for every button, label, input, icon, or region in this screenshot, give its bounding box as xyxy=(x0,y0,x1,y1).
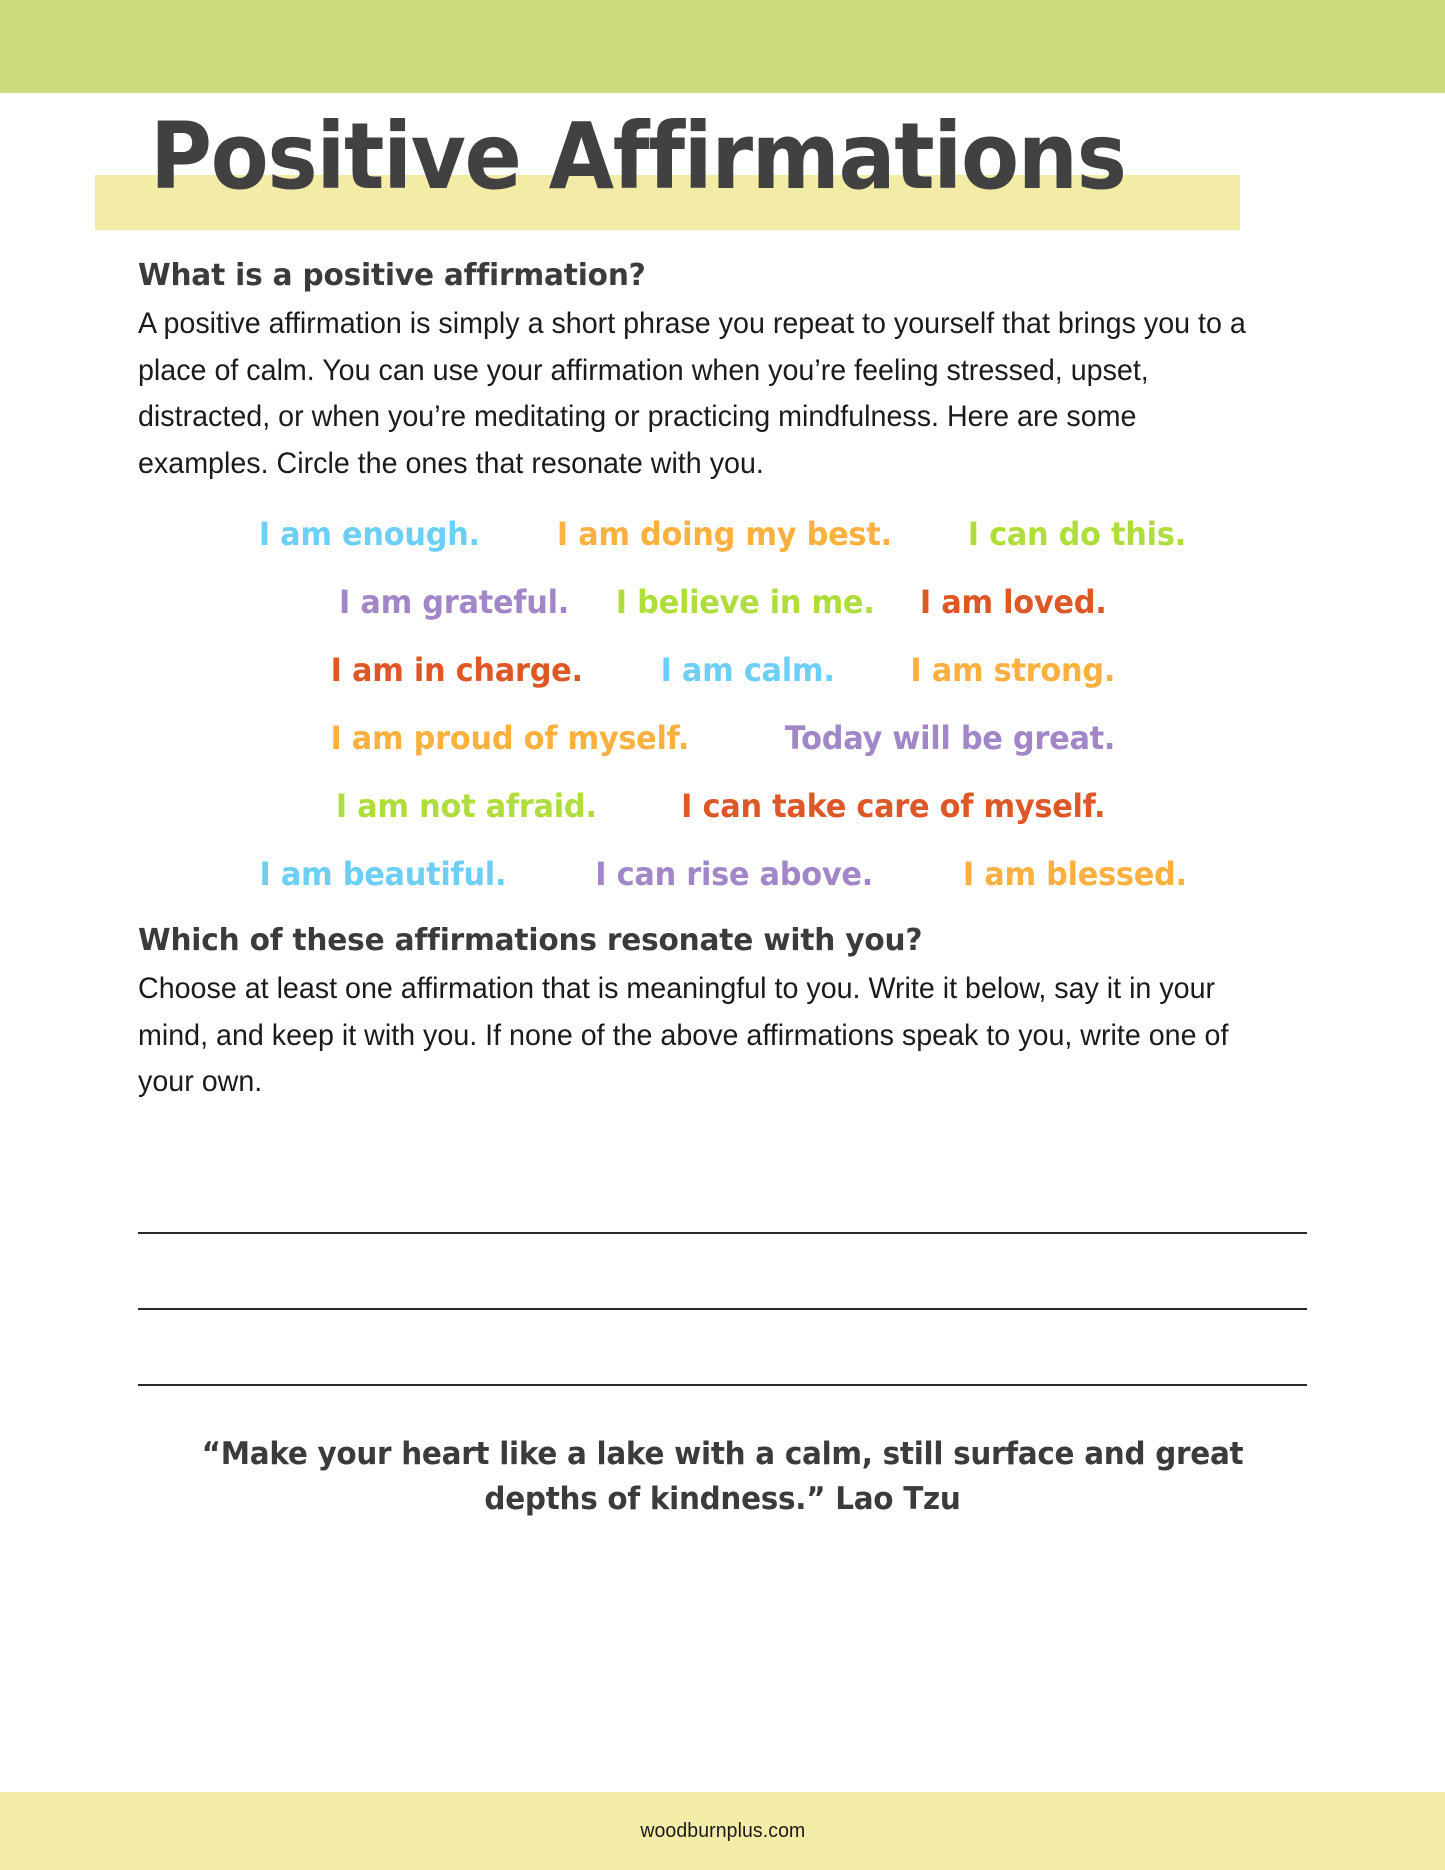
affirmation-phrase[interactable]: I can do this. xyxy=(968,515,1187,553)
affirmation-row xyxy=(144,515,1301,553)
affirmation-phrase[interactable]: I am calm. xyxy=(660,651,835,689)
affirmation-row xyxy=(144,651,1301,689)
write-line[interactable] xyxy=(138,1158,1307,1234)
write-line[interactable] xyxy=(138,1234,1307,1310)
affirmation-phrase[interactable]: I am blessed. xyxy=(962,855,1187,893)
affirmation-phrase[interactable]: Today will be great. xyxy=(785,719,1116,757)
affirmation-phrase[interactable]: I am grateful. xyxy=(339,583,570,621)
top-color-band xyxy=(0,0,1445,93)
affirmation-row xyxy=(144,787,1301,825)
affirmation-row xyxy=(144,719,1301,757)
affirmation-row xyxy=(144,855,1301,893)
section-one-body: A positive affirmation is simply a short phrase you repeat to yourself that brings you to a place of calm. You can use your affirmation when you’re feeling stressed, upset, distracted, or when you’re meditating or practicing mindfulness. Here are some examples. Circle the ones that resonate with you. xyxy=(138,307,1246,480)
affirmation-phrase[interactable]: I am beautiful. xyxy=(259,855,506,893)
footer-website-text: woodburnplus.com xyxy=(639,1819,805,1842)
footer-color-band xyxy=(0,1792,1445,1870)
answer-write-lines xyxy=(138,1158,1307,1386)
affirmation-phrase[interactable]: I am strong. xyxy=(910,651,1116,689)
worksheet-content xyxy=(0,258,1445,1792)
affirmation-phrase[interactable]: I am loved. xyxy=(920,583,1107,621)
affirmation-phrase[interactable]: I am in charge. xyxy=(331,651,584,689)
page-title: Positive Affirmations xyxy=(150,103,1126,210)
affirmation-phrase[interactable]: I believe in me. xyxy=(615,583,875,621)
write-line[interactable] xyxy=(138,1310,1307,1386)
affirmation-row xyxy=(144,583,1301,621)
closing-quote: “Make your heart like a lake with a calm, still surface and great depths of kindness.” Lao Tzu xyxy=(201,1435,1244,1517)
affirmation-phrase[interactable]: I can take care of myself. xyxy=(680,787,1105,825)
section-one-heading: What is a positive affirmation? xyxy=(138,258,646,293)
affirmation-phrase[interactable]: I am enough. xyxy=(258,515,480,553)
affirmation-phrase[interactable]: I am proud of myself. xyxy=(330,719,689,757)
section-two-heading: Which of these affirmations resonate with you? xyxy=(138,923,923,958)
affirmation-phrase[interactable]: I am doing my best. xyxy=(556,515,892,553)
affirmation-list xyxy=(138,515,1307,893)
affirmation-phrase[interactable]: I am not afraid. xyxy=(335,787,597,825)
title-area xyxy=(0,93,1445,258)
affirmation-phrase[interactable]: I can rise above. xyxy=(595,855,874,893)
section-two-body: Choose at least one affirmation that is meaningful to you. Write it below, say it in your mind, and keep it with you. If none of the above affirmations speak to you, write one of your own. xyxy=(138,972,1229,1098)
